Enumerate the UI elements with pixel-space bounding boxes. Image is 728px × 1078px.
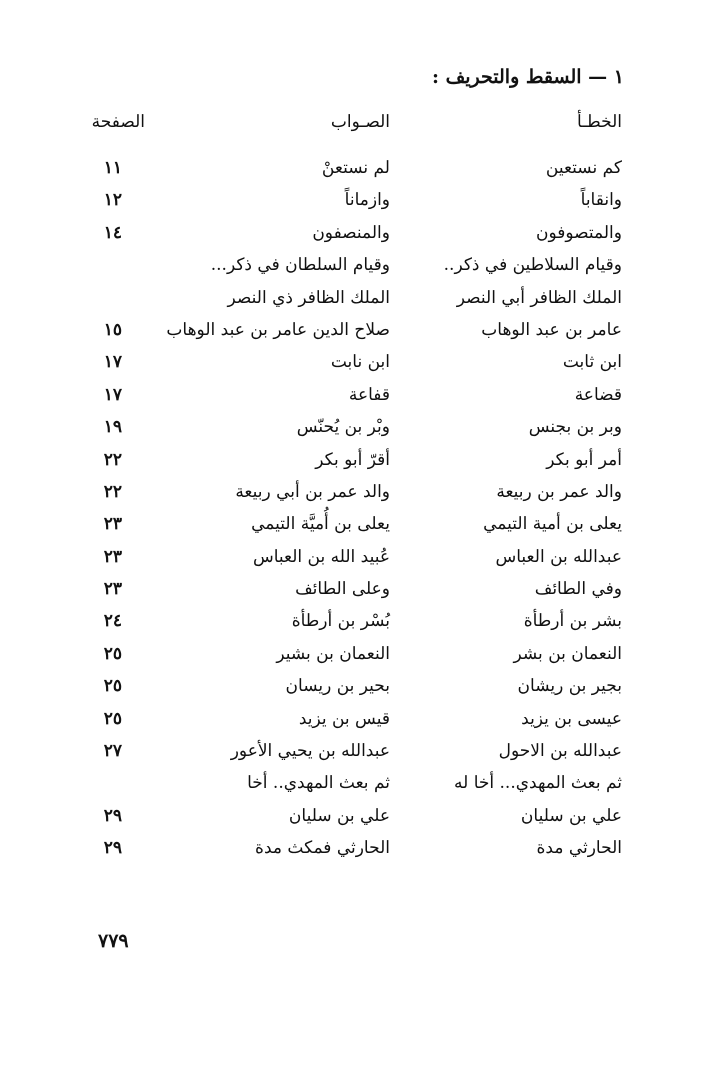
table-row: [0, 704, 728, 736]
cell-wrong: الحارثي مدة: [536, 838, 622, 859]
cell-page: ٢٥: [103, 643, 122, 664]
table-row: [0, 153, 728, 185]
cell-page: ٢٣: [103, 579, 122, 600]
table-row: [0, 509, 728, 541]
cell-page: ٢٥: [103, 708, 122, 729]
header-page: الصفحة: [91, 112, 145, 132]
table-row: [0, 542, 728, 574]
cell-correct: الحارثي فمكث مدة: [255, 838, 390, 859]
cell-wrong: كم نستعين: [545, 158, 622, 178]
cell-page: ١٥: [103, 319, 122, 340]
cell-wrong: قضاعة: [574, 384, 622, 405]
cell-correct: وازماناً: [344, 190, 390, 211]
table-row: [0, 445, 728, 477]
cell-correct: ابن نابت: [330, 352, 390, 373]
table-row: [0, 639, 728, 671]
cell-correct: وبْر بن يُحنّس: [296, 417, 390, 438]
cell-correct: بحير بن ريسان: [285, 676, 390, 697]
cell-page: ٢٢: [103, 481, 122, 502]
table-row: [0, 412, 728, 444]
cell-wrong: ثم بعث المهدي... أخا له: [454, 773, 622, 794]
cell-wrong: بجير بن ريشان: [517, 676, 622, 697]
cell-page: ١١: [103, 158, 122, 178]
cell-correct: عبدالله بن يحيي الأعور: [230, 741, 390, 762]
header-correct: الصـواب: [330, 112, 390, 132]
cell-correct: والمنصفون: [312, 222, 390, 243]
cell-page: ٢٣: [103, 546, 122, 567]
cell-correct: بُسْر بن أرطأة: [291, 611, 390, 632]
table-row: [0, 801, 728, 833]
cell-wrong: ابن ثابت: [562, 352, 622, 373]
table-row: [0, 218, 728, 250]
cell-correct: قيس بن يزيد: [298, 708, 390, 729]
cell-page: ٢٤: [103, 611, 122, 632]
table-row: [0, 606, 728, 638]
cell-correct: صلاح الدين عامر بن عبد الوهاب: [166, 319, 390, 340]
cell-wrong: وانقاباً: [580, 190, 622, 211]
cell-page: ٢٣: [103, 514, 122, 535]
table-row: [0, 347, 728, 379]
header-wrong: الخطـأ: [577, 112, 622, 132]
cell-page: ٢٢: [103, 449, 122, 470]
cell-page: ١٧: [103, 384, 122, 405]
cell-page: ١٤: [103, 222, 122, 243]
cell-wrong: عبدالله بن الاحول: [498, 741, 622, 762]
cell-wrong: علي بن سليان: [520, 805, 622, 826]
cell-wrong: وفي الطائف: [534, 579, 622, 600]
cell-correct: ثم بعث المهدي.. أخا: [247, 773, 390, 794]
table-row: [0, 315, 728, 347]
table-row: [0, 477, 728, 509]
table-row: [0, 574, 728, 606]
cell-page: ١٩: [103, 417, 122, 438]
table-row: [0, 736, 728, 768]
cell-wrong: والمتصوفون: [536, 222, 622, 243]
table-row: [0, 250, 728, 282]
cell-wrong: وقيام السلاطين في ذكر..: [443, 255, 622, 276]
cell-wrong: عيسى بن يزيد: [521, 708, 622, 729]
errata-table: [0, 153, 728, 866]
cell-correct: وقيام السلطان في ذكر...: [210, 255, 390, 276]
cell-wrong: وبر بن بجنس: [528, 417, 622, 438]
table-row: [0, 185, 728, 217]
cell-correct: وعلى الطائف: [295, 579, 390, 600]
page-number: ٧٧٩: [98, 930, 129, 952]
cell-wrong: بشر بن أرطأة: [523, 611, 622, 632]
cell-page: ٢٩: [103, 805, 122, 826]
cell-correct: الملك الظافر ذي النصر: [227, 287, 390, 308]
cell-wrong: عبدالله بن العباس: [495, 546, 622, 567]
cell-page: ٢٧: [103, 741, 122, 762]
section-title: ١ — السقط والتحريف :: [431, 66, 624, 88]
table-row: [0, 283, 728, 315]
cell-wrong: عامر بن عبد الوهاب: [481, 319, 622, 340]
cell-correct: قفاعة: [348, 384, 390, 405]
table-row: [0, 380, 728, 412]
cell-correct: علي بن سليان: [288, 805, 390, 826]
cell-correct: يعلى بن أُميَّة التيمي: [251, 514, 390, 535]
table-row: [0, 671, 728, 703]
cell-correct: عُبيد الله بن العباس: [252, 546, 390, 567]
cell-page: ١٢: [103, 190, 122, 211]
cell-correct: النعمان بن بشير: [276, 643, 390, 664]
cell-wrong: يعلى بن أمية التيمي: [483, 514, 622, 535]
table-row: [0, 768, 728, 800]
cell-page: ٢٥: [103, 676, 122, 697]
cell-page: ٢٩: [103, 838, 122, 859]
cell-wrong: النعمان بن بشر: [513, 643, 622, 664]
cell-wrong: أمر أبو بكر: [546, 449, 622, 470]
table-row: [0, 833, 728, 865]
cell-wrong: الملك الظافر أبي النصر: [456, 287, 622, 308]
cell-correct: أقرّ أبو بكر: [315, 449, 390, 470]
cell-page: ١٧: [103, 352, 122, 373]
cell-correct: لم نستعنْ: [321, 158, 390, 178]
cell-wrong: والد عمر بن ربيعة: [496, 481, 622, 502]
cell-correct: والد عمر بن أبي ربيعة: [235, 481, 390, 502]
